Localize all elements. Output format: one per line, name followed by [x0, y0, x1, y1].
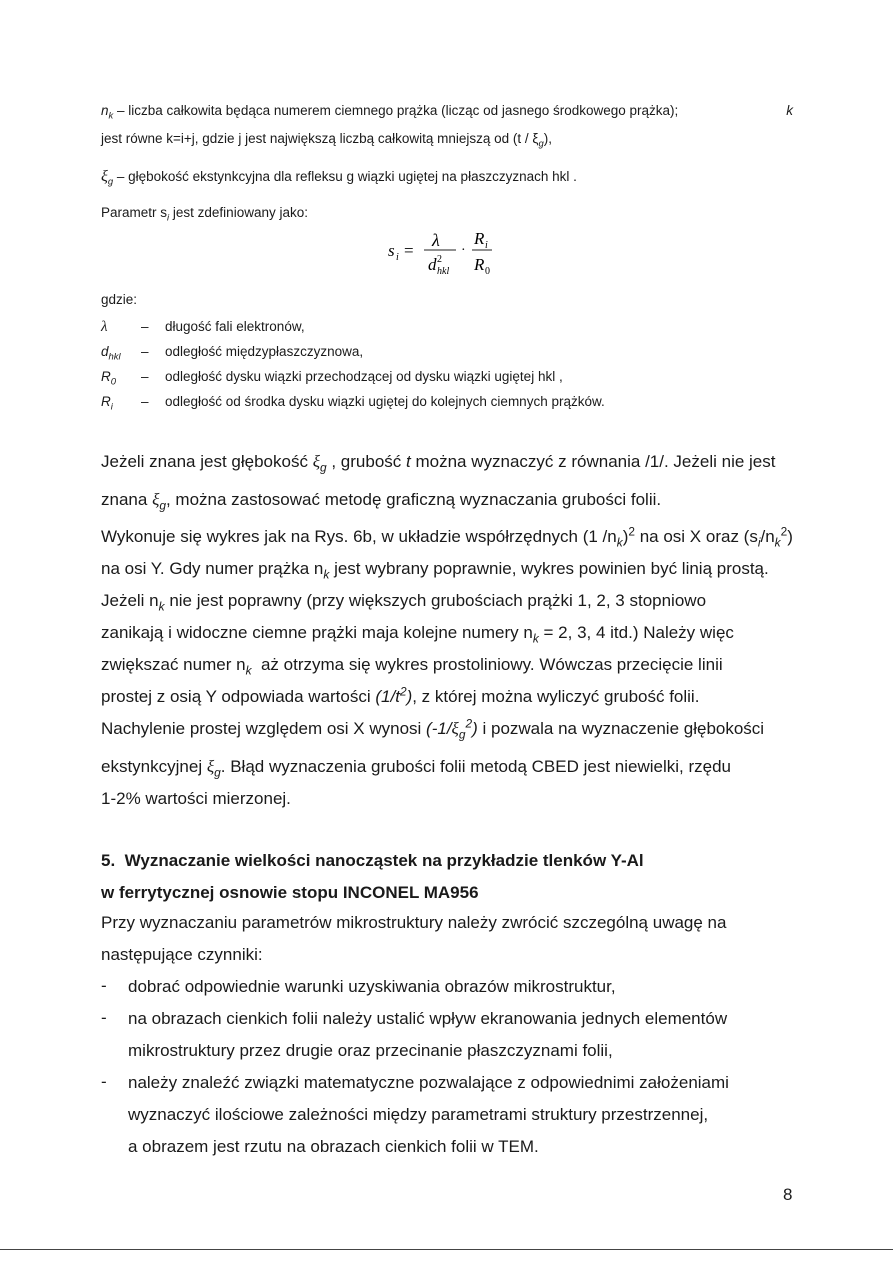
paragraph-2-line-7: Nachylenie prostej względem osi X wynosi $(-1/\xi_g^2)$ i pozwala na wyznaczenie głębokości	[101, 716, 765, 742]
svg-text:0: 0	[485, 266, 490, 277]
paragraph-3-line-2: następujące czynniki:	[101, 945, 263, 964]
bullet-3-line-2: wyznaczyć ilościowe zależności między parametrami struktury przestrzennej,	[128, 1105, 709, 1124]
symbol-lambda: λ – długość fali elektronów,	[101, 319, 305, 335]
nk-sub: k	[108, 110, 114, 122]
paragraph-2-line-4: zanikają i widoczne ciemne prążki maja kolejne numery $n_k = 2$, 3, 4 itd.) Należy więc	[101, 623, 734, 646]
section-heading-line-2: w ferrytycznej osnowie stopu INCONEL MA956	[101, 883, 479, 902]
paragraph-2-line-1: Wykonuje się wykres jak na Rys. 6b, w układzie współrzędnych (1 $/n_k)^2$ na osi X oraz $(s_i/n_k^2)$	[101, 524, 793, 550]
section-heading: 5. Wyznaczanie wielkości nanocząstek na przykładzie tlenków Y-Al	[101, 851, 644, 870]
xi-definition: $\xi_g$ – głębokość ekstynkcyjna dla refleksu g wiązki ugiętej na płaszczyznach hkl .	[101, 168, 577, 188]
symbol-dhkl: $d_{hkl}$ – odległość międzypłaszczyznowa,	[101, 344, 364, 363]
svg-text:d: d	[428, 255, 437, 274]
nk-text: – liczba całkowita będąca numerem ciemnego prążka (licząc od jasnego środkowego prążka);	[117, 103, 679, 118]
paragraph-2-line-9: 1-2% wartości mierzonej.	[101, 789, 291, 808]
nk-definition: $n_k$ – liczba całkowita będąca numerem ciemnego prążka (licząc od jasnego środkowego prążka); k	[101, 103, 793, 122]
bullet-3-line-3: a obrazem jest rzutu na obrazach cienkich folii w TEM.	[128, 1137, 539, 1156]
formula-lambda: λ	[432, 230, 440, 250]
bottom-rule	[0, 1249, 893, 1250]
paragraph-1-line-2: znana $\xi_g$, można zastosować metodę graficzną wyznaczania grubości folii.	[101, 490, 662, 513]
svg-text:i: i	[396, 252, 399, 263]
paragraph-2-line-3: Jeżeli $n_k$ nie jest poprawny (przy większych grubościach prążki 1, 2, 3 stopniowo	[101, 591, 707, 614]
symbol-ri: $R_i$ – odległość od środka dysku wiązki ugiętej do kolejnych ciemnych prążków.	[101, 394, 605, 413]
si-formula	[380, 222, 520, 284]
formula-lhs: s	[388, 241, 395, 260]
svg-text:2: 2	[437, 254, 442, 265]
svg-text:·: ·	[461, 243, 466, 258]
bullet-dash-2: -	[101, 1008, 107, 1027]
svg-text:=: =	[404, 241, 414, 260]
nk-symbol: n	[101, 103, 109, 118]
bullet-2-line-2: mikrostruktury przez drugie oraz przecinanie płaszczyznami folii,	[128, 1041, 613, 1060]
page-number: 8	[783, 1185, 793, 1204]
bullet-3-line-1: należy znaleźć związki matematyczne pozwalające z odpowiednimi założeniami	[128, 1073, 729, 1092]
svg-text:R: R	[474, 255, 485, 274]
bullet-2-line-1: na obrazach cienkich folii należy ustalić wpływ ekranowania jednych elementów	[128, 1009, 728, 1028]
svg-text:i: i	[485, 240, 488, 251]
gdzie-label: gdzie:	[101, 292, 138, 307]
symbol-r0: $R_0$ – odległość dysku wiązki przechodzącej od dysku wiązki ugiętej hkl ,	[101, 369, 563, 388]
svg-text:R: R	[474, 229, 485, 248]
paragraph-2-line-6: prostej z osią Y odpowiada wartości $(1/t^2)$, z której można wyliczyć grubość folii.	[101, 684, 700, 706]
xi-text: – głębokość ekstynkcyjna dla refleksu g wiązki ugiętej na płaszczyznach hkl .	[116, 169, 577, 184]
bullet-dash-3: -	[101, 1072, 107, 1091]
bullet-dash-1: -	[101, 976, 107, 995]
svg-text:hkl: hkl	[437, 266, 450, 277]
k-definition: jest równe k=i+j, gdzie j jest największą liczbą całkowitą mniejszą od $(t / \xi_g)$,	[101, 131, 552, 150]
paragraph-2-line-2: na osi Y. Gdy numer prążka $n_k$ jest wybrany poprawnie, wykres powinien być linią prostą.	[101, 559, 769, 582]
param-line: Parametr $s_i$ jest zdefiniowany jako:	[101, 205, 308, 224]
paragraph-2-line-5: zwiększać numer $n_k$ aż otrzyma się wykres prostoliniowy. Wówczas przecięcie linii	[101, 655, 723, 678]
bullet-1-line-1: dobrać odpowiednie warunki uzyskiwania obrazów mikrostruktur,	[128, 977, 616, 996]
paragraph-3-line-1: Przy wyznaczaniu parametrów mikrostruktury należy zwrócić szczególną uwagę na	[101, 913, 727, 932]
k-line: jest równe k=i+j, gdzie j jest największą liczbą całkowitą mniejszą od (t / ξ	[101, 131, 539, 146]
paragraph-2-line-8: ekstynkcyjnej $\xi_g$. Błąd wyznaczenia grubości folii metodą CBED jest niewielki, rzędu	[101, 757, 731, 780]
paragraph-1-line-1: Jeżeli znana jest głębokość $\xi_g$ , grubość t można wyznaczyć z równania /1/. Jeżeli nie jest	[101, 452, 776, 475]
